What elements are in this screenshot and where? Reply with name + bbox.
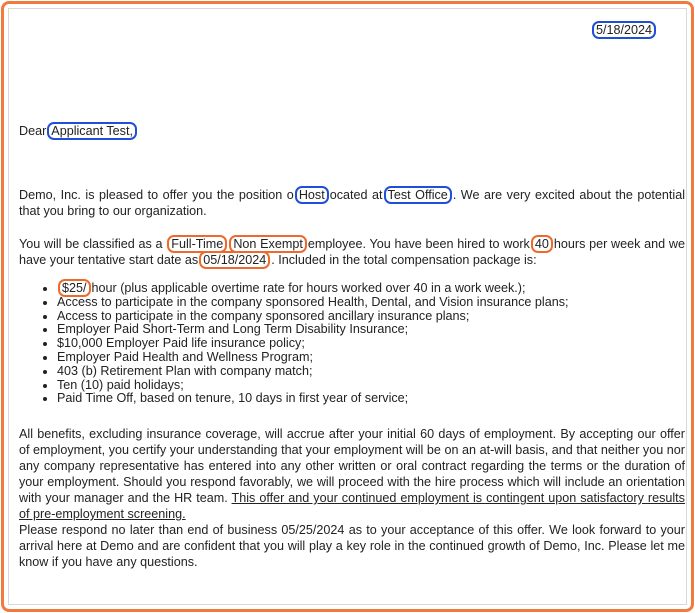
hourly-rate-description: hour (plus applicable overtime rate for hours worked over 40 in a work week.); — [91, 281, 526, 295]
list-item: • Access to participate in the company sponsored ancillary insurance plans; — [57, 310, 569, 324]
salutation-prefix: Dear — [19, 124, 47, 138]
paragraph-classification — [19, 236, 685, 268]
list-item: • Employer Paid Health and Wellness Program; — [57, 351, 569, 365]
p1-part1: Demo, Inc. is pleased to offer you the position o — [19, 188, 294, 202]
salutation — [19, 123, 138, 139]
list-item — [57, 282, 569, 296]
paragraph-benefits-terms — [19, 426, 685, 522]
office-location: Test Office — [384, 186, 452, 204]
position-name: Host — [295, 186, 329, 204]
hourly-rate: $25/ — [58, 279, 91, 297]
letter-date: 5/18/2024 — [592, 21, 656, 39]
list-item: • Paid Time Off, based on tenure, 10 days in first year of service; — [57, 392, 569, 406]
letter-frame — [1, 1, 694, 612]
benefits-list — [19, 282, 569, 406]
weekly-hours: 40 — [531, 235, 553, 253]
p1-part3: . We are very excited about the potential that you bring to our organization. — [19, 188, 686, 218]
p2-part4: . Included in the total compensation package is: — [271, 253, 537, 267]
start-date: 05/18/2024 — [199, 251, 270, 269]
list-item: • Employer Paid Short-Term and Long Term Disability Insurance; — [57, 323, 569, 337]
applicant-name: Applicant Test, — [47, 122, 137, 140]
p3-text: All benefits, excluding insurance coverage, will accrue after your initial 60 days of employment. By accepting our offer of employment, you certify your understanding that your employment will be on an at-will basis, and that neither you nor any company representative has entered into any other written or oral contract regarding the terms or the duration of your employment. Should you respond favorably, we will proceed with the hire process which will include an orientation with your manager and the HR team. — [19, 427, 685, 505]
paragraph-position — [19, 187, 685, 219]
letter-page — [8, 8, 687, 605]
employment-type: Full-Time — [167, 235, 227, 253]
p2-part3: hours per week and we have your tentative start date as — [19, 237, 686, 267]
list-item: • Access to participate in the company sponsored Health, Dental, and Vision insurance plans; — [57, 296, 569, 310]
list-item: • Ten (10) paid holidays; — [57, 379, 569, 393]
list-item: • 403 (b) Retirement Plan with company match; — [57, 365, 569, 379]
paragraph-response: Please respond no later than end of business 05/25/2024 as to your acceptance of this offer. We look forward to your arrival here at Demo and are confident that you will play a key role in the continued growth of Demo, Inc. Please let me know if you have any questions. — [19, 523, 685, 569]
exempt-status: Non Exempt — [229, 235, 307, 253]
list-item: • $10,000 Employer Paid life insurance policy; — [57, 337, 569, 351]
p2-part1: You will be classified as a — [19, 237, 163, 251]
letter-date-row — [591, 22, 657, 38]
screening-notice: This offer and your continued employment is contingent upon satisfactory results of pre-employment screening. — [19, 491, 685, 521]
p1-part2: ocated at — [329, 188, 383, 202]
p2-part2: employee. You have been hired to work — [307, 237, 530, 251]
